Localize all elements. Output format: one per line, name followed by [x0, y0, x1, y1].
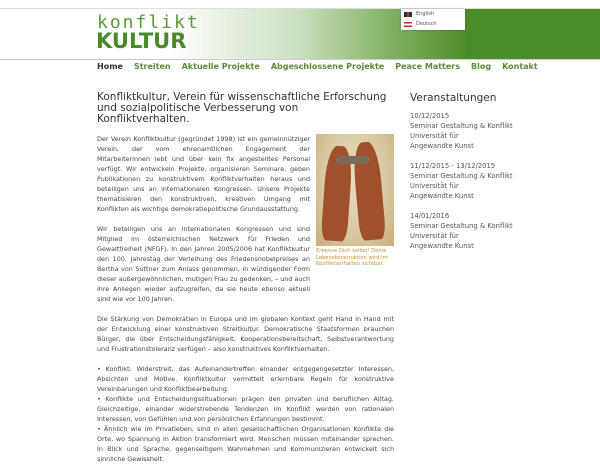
nav-peace-matters[interactable]: Peace Matters	[395, 62, 460, 71]
fresco-figure	[316, 134, 394, 314]
list-item: • Ähnlich wie im Privatleben, sind in allen gesellschaftlichen Organisationen Konflikte die Orte, wo Spannung in Aktion transformiert wird. Menschen müssen miteinander sprechen. In Blick und Sprache, gegenseitigem Wahrnehmen und Kommunizieren entwickelt sich sinnliche Gewissheit.	[97, 425, 394, 463]
nav-streiten[interactable]: Streiten	[133, 62, 171, 71]
democracy-paragraph: Die Stärkung von Demokratien in Europa und im globalen Kontext geht Hand in Hand mit der Entwicklung einer konstruktiven Streitkultur. Demokratische Staatsformen brauchen Bürger, die über Entscheidungsfähigkeit, Kooperationsbereitschaft, Selbstverantwortung und Frustrationstoleranz verfügen – also konstruktives Konfliktverhalten.	[97, 315, 394, 353]
nav-aktuelle-projekte[interactable]: Aktuelle Projekte	[181, 62, 260, 71]
intro-paragraph: Der Verein Konfliktkultur (gegründet 1998) ist ein gemeinnütziger Verein, der vom ehrenamtlichen Engagement der Mitarbeiterinnen lebt und über kein fix angestelltes Personal verfügt. Wir entwickeln Projekte, organisieren Seminare, geben Publikationen zu konstruktivem Konfliktverhalten heraus und beteiligen uns an internationalen Kongressen. Unsere Projekte thematisieren den konstruktiven, kreativen Umgang mit Konflikten als wichtige demokratiepolitische Grundausstattung.	[97, 135, 310, 213]
events-title: Veranstaltungen	[410, 92, 497, 104]
nav-kontakt[interactable]: Kontakt	[502, 62, 538, 71]
main-nav	[97, 62, 549, 71]
logo-kultur[interactable]: KULTUR	[96, 29, 187, 53]
event-item[interactable]: 10/12/2015 Seminar Gestaltung & Konflikt Universität für Angewandte Kunst	[410, 112, 513, 150]
list-item: • Konflikt: Widerstreit, das Aufeinandertreffen einander entgegengesetzter Interessen, Absichten und Motive. Konfliktkultur vermittelt erlernbare Regeln für konstruktive Vereinbarungen und Konfliktbearbeitung.	[97, 365, 394, 393]
event-item[interactable]: 11/12/2015 - 13/12/2015 Seminar Gestaltung & Konflikt Universität für Angewandte Kunst	[410, 162, 513, 200]
lang-deutsch[interactable]: Deutsch	[401, 19, 465, 29]
language-switcher	[401, 9, 465, 30]
list-item: • Konflikte und Entscheidungssituationen prägen den privaten und beruflichen Alltag. Gleichzeitige, einander widerstrebende Tendenzen im Konflikt werden von rationalen Interessen, von Gefühlen und von persönlichen Erfahrungen bestimmt.	[97, 395, 394, 423]
nav-blog[interactable]: Blog	[471, 62, 492, 71]
logo-konflikt[interactable]: konflikt	[97, 12, 200, 33]
nav-abgeschlossene-projekte[interactable]: Abgeschlossene Projekte	[270, 62, 385, 71]
bullet-list	[97, 364, 394, 464]
congress-paragraph: Wir beteiligen uns an internationalen Kongressen und sind Mitglied im österreichischen Netzwerk für Frieden und Gewaltfreiheit (NFGF). In den Jahren 2005/2006 hat Konfliktkultur den 100. Jahrestag der Verleihung des Friedensnobelpreises an Bertha von Suttner zum Anlass genommen, in würdigender Form dieser außergewöhnlichen, mutigen Frau zu gedenken, – und auch ihre Anliegen wieder aufzugreifen, da sie heute ebenso aktuell sind wie vor 100 Jahren.	[97, 225, 310, 303]
lang-english[interactable]: English	[401, 9, 465, 19]
flag-at-icon	[404, 22, 412, 27]
events-sidebar	[410, 92, 590, 261]
flag-uk-icon	[404, 12, 412, 17]
boxers-fresco-image	[316, 134, 394, 246]
main-content	[97, 92, 394, 464]
event-item[interactable]: 14/01/2016 Seminar Gestaltung & Konflikt Universität für Angewandte Kunst	[410, 212, 513, 250]
page-title: Konfliktkultur, Verein für wissenschaftliche Erforschung und sozialpolitische Verbesserung von Konfliktverhalten.	[97, 91, 387, 125]
image-caption: Erkenne Dich selbst! Deine Lebenskonstruktion wird im Konfliktverhalten sichtbar.	[316, 248, 388, 267]
header-banner	[0, 8, 600, 60]
nav-home[interactable]: Home	[97, 62, 123, 71]
